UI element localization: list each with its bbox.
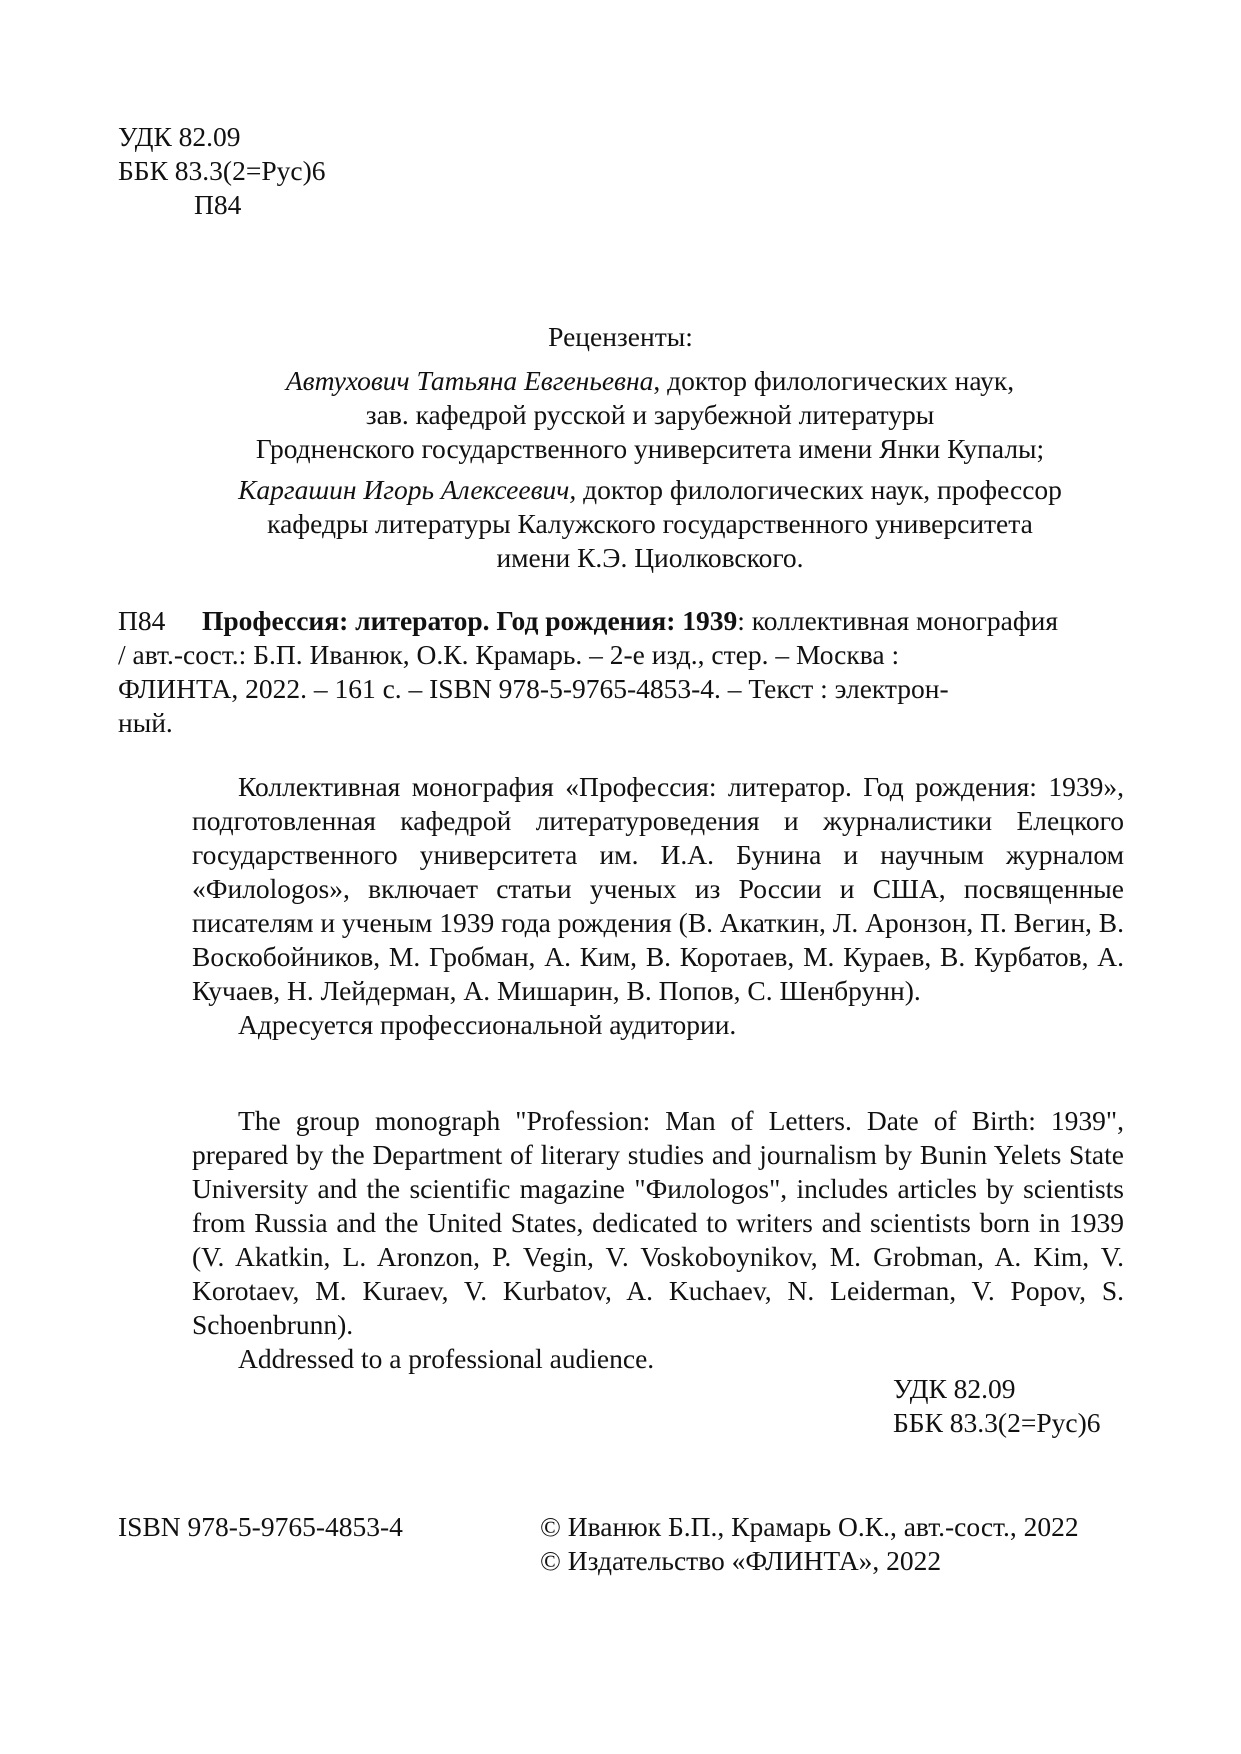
annotation-russian-text: Коллективная монография «Профессия: литератор. Год рождения: 1939», подготовленная кафедрой литературоведения и журналистики Елецкого государственного университета им. И.А. Бунина и научным журналом «Филоlogos», включает статьи ученых из России и США, посвященные писателям и ученым 1939 года рождения (В. Акаткин, Л. Аронзон, П. Вегин, В. Воскобойников, М. Гробман, А. Ким, В. Коротаев, М. Кураев, В. Курбатов, А. Кучаев, Н. Лейдерман, А. Мишарин, В. Попов, С. Шенбрунн). bbox=[192, 771, 1125, 1006]
reviewer-1-line-3: Гродненского государственного университета имени Янки Купалы; bbox=[255, 433, 1045, 464]
bibliographic-record bbox=[118, 604, 1124, 740]
classification-codes bbox=[118, 120, 326, 222]
end-udk-code: УДК 82.09 bbox=[893, 1373, 1016, 1404]
annotation-russian bbox=[192, 770, 1124, 1042]
copyright-authors: © Иванюк Б.П., Крамарь О.К., авт.-сост., 2022 bbox=[540, 1511, 1079, 1542]
reviewer-2-line-3: имени К.Э. Циолковского. bbox=[496, 542, 804, 573]
end-classification-codes bbox=[893, 1372, 1101, 1440]
reviewer-1 bbox=[150, 364, 1150, 466]
reviewer-2-name: Каргашин Игорь Алексеевич, bbox=[238, 474, 577, 505]
book-subtitle: : коллективная монография bbox=[737, 605, 1059, 636]
bbk-code: ББК 83.3(2=Рус)6 bbox=[118, 155, 326, 186]
udk-code: УДК 82.09 bbox=[118, 121, 241, 152]
annotation-russian-audience: Адресуется профессиональной аудитории. bbox=[238, 1009, 737, 1040]
reviewers-title: Рецензенты: bbox=[548, 321, 693, 352]
reviewer-1-name: Автухович Татьяна Евгеньевна bbox=[285, 365, 654, 396]
bibliographic-line-4: ный. bbox=[118, 707, 173, 738]
reviewer-1-degree: , доктор филологических наук, bbox=[653, 365, 1015, 396]
bibliographic-line-3: ФЛИНТА, 2022. – 161 с. – ISBN 978-5-9765-4853-4. – Текст : электрон- bbox=[118, 673, 949, 704]
copyright-publisher: © Издательство «ФЛИНТА», 2022 bbox=[540, 1545, 942, 1576]
book-title: Профессия: литератор. Год рождения: 1939 bbox=[202, 605, 738, 636]
reviewer-1-line-2: зав. кафедрой русской и зарубежной литературы bbox=[365, 399, 935, 430]
annotation-english bbox=[192, 1104, 1124, 1376]
bibliographic-line-2: / авт.-сост.: Б.П. Иванюк, О.К. Крамарь. – 2-е изд., стер. – Москва : bbox=[118, 639, 900, 670]
annotation-english-audience: Addressed to a professional audience. bbox=[238, 1343, 655, 1374]
bibliographic-line-1 bbox=[202, 604, 1124, 638]
reviewer-1-line-1 bbox=[150, 364, 1150, 398]
author-mark: П84 bbox=[194, 189, 242, 220]
bibliographic-mark: П84 bbox=[118, 605, 166, 636]
reviewer-2-line-2: кафедры литературы Калужского государственного университета bbox=[267, 508, 1033, 539]
reviewer-2-line-1 bbox=[150, 473, 1150, 507]
end-bbk-code: ББК 83.3(2=Рус)6 bbox=[893, 1407, 1101, 1438]
annotation-english-text: The group monograph "Profession: Man of Letters. Date of Birth: 1939", prepared by the Department of literary studies and journalism by Bunin Yelets State University and the scientific magazine "Филоlogos", includes articles by scientists from Russia and the United States, dedicated to writers and scientists born in 1939 (V. Akatkin, L. Aronzon, P. Vegin, V. Voskoboynikov, M. Grobman, A. Kim, V. Korotaev, M. Kuraev, V. Kurbatov, A. Kuchaev, N. Leiderman, V. Popov, S. Schoenbrunn). bbox=[192, 1105, 1124, 1340]
copyright-block bbox=[540, 1510, 1079, 1578]
isbn: ISBN 978-5-9765-4853-4 bbox=[118, 1511, 403, 1542]
reviewer-2-degree: доктор филологических наук, профессор bbox=[576, 474, 1062, 505]
reviewer-2 bbox=[150, 473, 1150, 575]
